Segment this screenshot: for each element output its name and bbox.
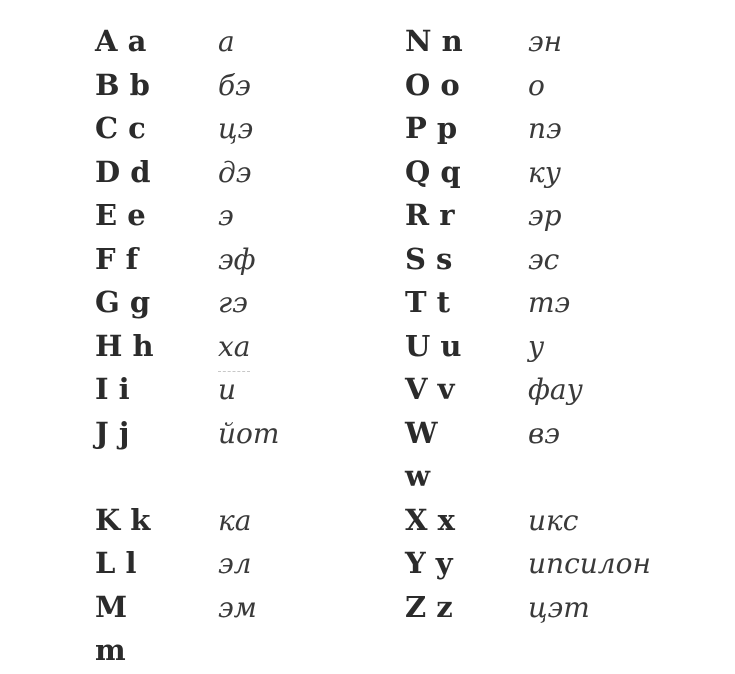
letter: M (95, 589, 128, 624)
alphabet-row (405, 368, 651, 412)
letter: R r (405, 198, 455, 232)
letter-name: цэ (218, 112, 254, 145)
letter-name: эм (218, 590, 257, 624)
alphabet-row (405, 20, 651, 64)
letter-name: эл (218, 547, 252, 580)
alphabet-row (95, 107, 279, 151)
alphabet-row (405, 151, 651, 195)
letter: E e (95, 198, 146, 232)
letter: I i (95, 372, 130, 406)
letter: U u (405, 328, 462, 363)
alphabet-row (95, 238, 279, 282)
alphabet-row (405, 238, 651, 282)
letter: Q q (405, 154, 461, 189)
letter: w (405, 459, 430, 493)
alphabet-row (405, 281, 651, 325)
letter-name: цэт (528, 590, 590, 624)
alphabet-row (405, 542, 651, 586)
alphabet-row (95, 368, 279, 412)
letter: Z z (405, 589, 453, 624)
alphabet-row (405, 64, 651, 108)
alphabet-row (405, 586, 651, 630)
letter: L l (95, 546, 137, 580)
alphabet-row (95, 542, 279, 586)
alphabet-row (95, 281, 279, 325)
letter-name: у (528, 329, 545, 363)
letter: K k (95, 502, 151, 537)
alphabet-row (95, 325, 279, 369)
alphabet-row (95, 586, 279, 630)
letter-name: э (218, 199, 234, 232)
letter: A a (95, 24, 147, 58)
alphabet-row (95, 194, 279, 238)
letter: T t (405, 285, 451, 319)
alphabet-left-column (95, 20, 279, 673)
letter-name: икс (528, 503, 579, 537)
alphabet-row (95, 455, 279, 499)
letter: F f (95, 241, 139, 276)
letter: Y y (405, 546, 453, 580)
letter-name: пэ (528, 112, 562, 145)
letter-name: эф (218, 242, 256, 276)
letter: J j (95, 415, 130, 450)
letter: O o (405, 67, 460, 102)
alphabet-row (95, 412, 279, 456)
letter: m (95, 633, 126, 667)
letter-name: йот (218, 416, 280, 450)
alphabet-row (95, 151, 279, 195)
letter: H h (95, 328, 154, 363)
alphabet-right-column (405, 20, 651, 629)
letter-name: ха (218, 325, 250, 369)
letter: V v (405, 372, 455, 406)
letter-name: и (218, 373, 237, 406)
letter-name: бэ (218, 68, 251, 102)
alphabet-row (405, 325, 651, 369)
alphabet-row (405, 107, 651, 151)
letter: D d (95, 154, 151, 189)
letter (95, 455, 218, 499)
letter-name: тэ (528, 286, 571, 319)
alphabet-row (405, 194, 651, 238)
letter-name: ка (218, 503, 252, 537)
alphabet-row (95, 629, 279, 673)
letter: C c (95, 111, 146, 145)
letter-name: гэ (218, 286, 248, 319)
letter-name: ипсилон (528, 547, 651, 580)
letter: X x (405, 502, 455, 537)
alphabet-row (95, 20, 279, 64)
letter-name: вэ (528, 416, 560, 450)
letter-name: эс (528, 242, 560, 276)
letter-name: эр (528, 199, 562, 232)
letter-name: ку (528, 155, 561, 189)
letter-name: о (528, 68, 545, 102)
alphabet-row (405, 455, 651, 499)
letter: W (405, 415, 438, 450)
letter-name: фау (528, 373, 583, 406)
letter: B b (95, 67, 150, 102)
letter: P p (405, 111, 458, 145)
alphabet-row (405, 499, 651, 543)
letter: N n (405, 24, 463, 58)
alphabet-row (405, 412, 651, 456)
letter-name: а (218, 25, 235, 58)
letter: S s (405, 241, 453, 276)
letter-name: эн (528, 25, 563, 58)
alphabet-row (95, 64, 279, 108)
alphabet-row (95, 499, 279, 543)
letter: G g (95, 285, 151, 319)
letter-name: дэ (218, 155, 252, 189)
